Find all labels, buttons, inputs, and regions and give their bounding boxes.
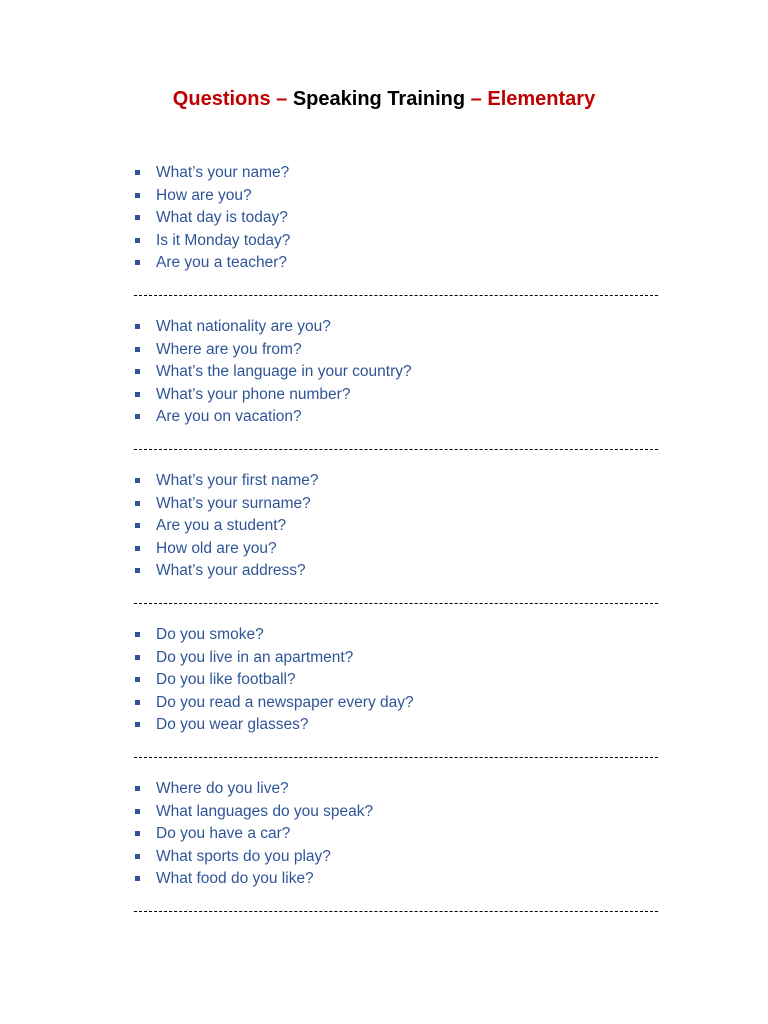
question-text: Are you a student? [156,517,287,534]
question-item [134,515,658,538]
question-text: Are you a teacher? [156,254,287,271]
square-bullet-icon [135,655,140,660]
question-list [134,624,658,737]
square-bullet-icon [135,414,140,419]
question-text: What’s your name? [156,164,290,181]
square-bullet-icon [135,523,140,528]
question-item [134,778,658,801]
question-item [134,714,658,737]
question-list [134,778,658,891]
square-bullet-icon [135,568,140,573]
question-text: How are you? [156,186,252,204]
question-text: How old are you? [156,539,277,557]
question-section-4 [134,624,658,737]
question-text: Do you live in an apartment? [156,648,354,666]
square-bullet-icon [135,831,140,836]
question-section-2 [134,316,658,429]
question-text: What’s your address? [156,562,306,579]
question-item [134,560,658,583]
question-text: What’s your surname? [156,494,311,512]
title-elementary: Elementary [487,88,596,110]
question-item [134,669,658,692]
question-item [134,207,658,230]
question-text: Do you have a car? [156,825,291,842]
square-bullet-icon [135,215,140,220]
question-text: Are you on vacation? [156,408,302,425]
question-item [134,692,658,715]
square-bullet-icon [135,632,140,637]
question-section-3 [134,470,658,583]
question-item [134,162,658,185]
title-separator: – [270,88,293,110]
question-text: Do you read a newspaper every day? [156,693,414,711]
dashed-divider [134,911,658,912]
question-text: What’s your first name? [156,472,319,489]
square-bullet-icon [135,369,140,374]
question-section-1 [134,162,658,275]
question-text: Do you smoke? [156,626,264,643]
question-item [134,647,658,670]
question-text: What day is today? [156,209,288,226]
question-text: What languages do you speak? [156,802,374,820]
question-list [134,316,658,429]
question-item [134,868,658,891]
question-item [134,493,658,516]
question-text: What’s the language in your country? [156,363,412,380]
square-bullet-icon [135,677,140,682]
page-title [0,86,768,112]
dashed-divider [134,449,658,450]
question-item [134,823,658,846]
question-text: Do you like football? [156,671,296,688]
question-item [134,185,658,208]
dashed-divider [134,757,658,758]
question-text: What’s your phone number? [156,385,351,403]
question-text: What nationality are you? [156,318,331,335]
square-bullet-icon [135,193,140,198]
dashed-divider [134,295,658,296]
question-item [134,801,658,824]
question-section-5 [134,778,658,891]
square-bullet-icon [135,260,140,265]
square-bullet-icon [135,700,140,705]
square-bullet-icon [135,854,140,859]
square-bullet-icon [135,324,140,329]
question-text: What sports do you play? [156,847,331,865]
question-item [134,846,658,869]
question-item [134,361,658,384]
square-bullet-icon [135,786,140,791]
question-item [134,316,658,339]
question-text: Is it Monday today? [156,231,291,249]
question-item [134,230,658,253]
question-item [134,624,658,647]
question-item [134,470,658,493]
question-text: What food do you like? [156,870,314,887]
square-bullet-icon [135,501,140,506]
square-bullet-icon [135,546,140,551]
title-questions: Questions [172,88,271,110]
title-speaking-training: Speaking Training [292,88,466,110]
square-bullet-icon [135,392,140,397]
title-separator: – [465,88,488,110]
question-item [134,384,658,407]
dashed-divider [134,603,658,604]
question-item [134,339,658,362]
question-text: Where do you live? [156,780,289,797]
question-text: Where are you from? [156,340,302,358]
question-item [134,252,658,275]
question-list [134,470,658,583]
square-bullet-icon [135,876,140,881]
square-bullet-icon [135,809,140,814]
question-list [134,162,658,275]
question-item [134,406,658,429]
question-text: Do you wear glasses? [156,716,309,733]
square-bullet-icon [135,347,140,352]
square-bullet-icon [135,238,140,243]
square-bullet-icon [135,478,140,483]
question-item [134,538,658,561]
square-bullet-icon [135,722,140,727]
square-bullet-icon [135,170,140,175]
